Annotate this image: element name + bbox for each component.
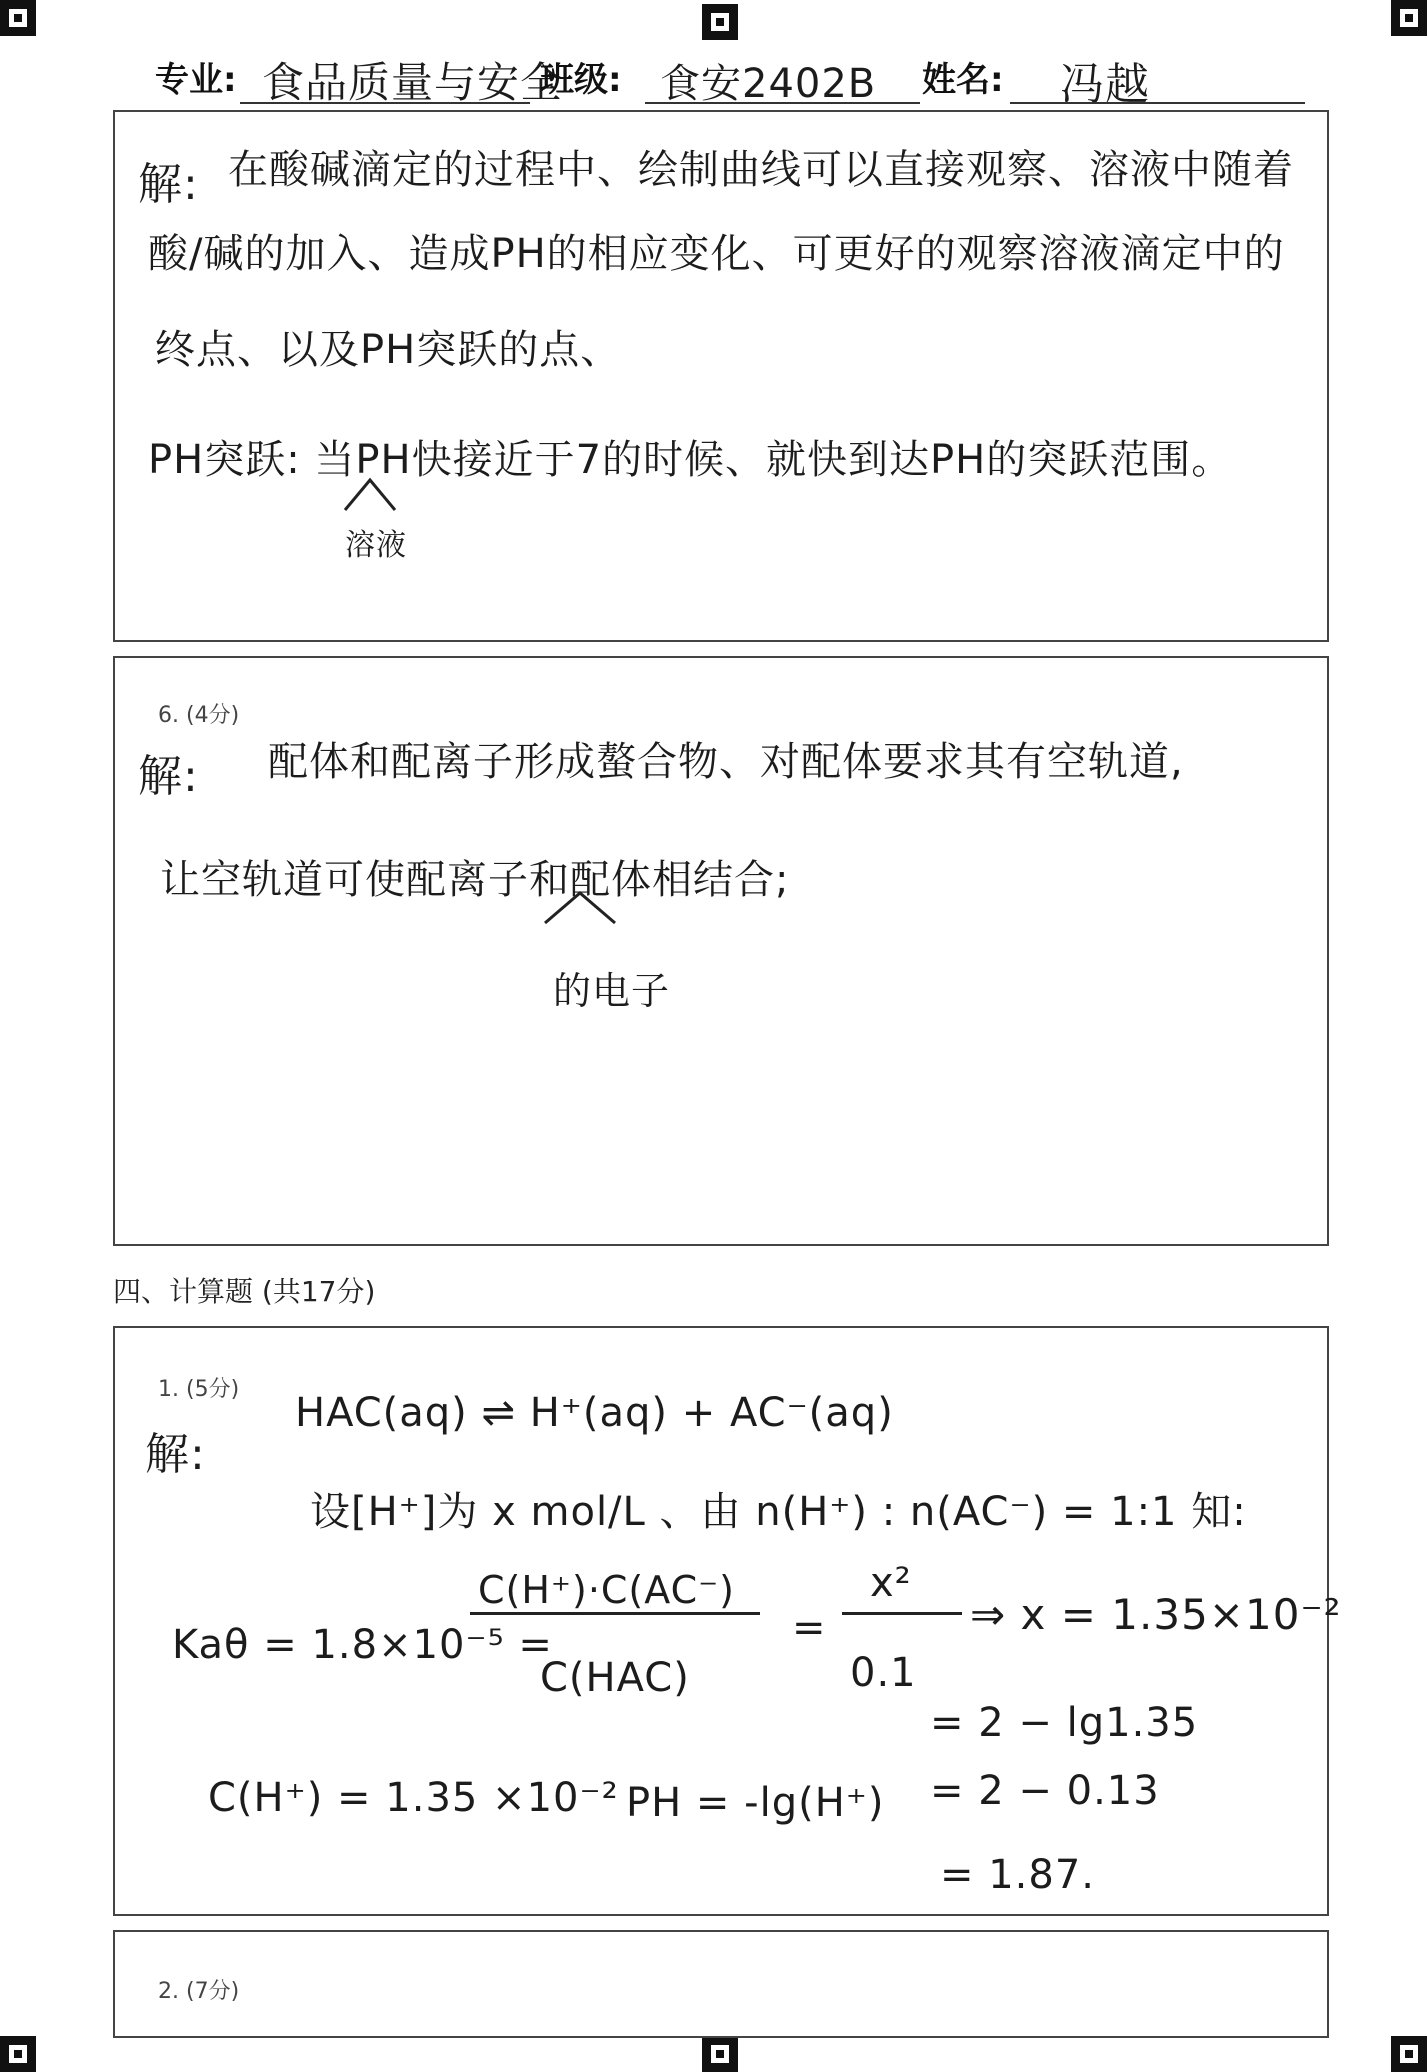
major-label: 专业: bbox=[155, 60, 237, 100]
answer5-line4: PH突跃: 当PH快接近于7的时候、就快到达PH的突跃范围。 bbox=[148, 437, 1233, 483]
answer5-prefix: 解: bbox=[138, 159, 199, 210]
q1-frac2-den: 0.1 bbox=[850, 1650, 917, 1696]
insert-caret-5 bbox=[340, 475, 400, 515]
answer5-line1: 在酸碱滴定的过程中、绘制曲线可以直接观察、溶液中随着 bbox=[228, 147, 1294, 193]
question-1-number: 1. (5分) bbox=[158, 1377, 240, 1402]
q1-ph-step3: = 1.87. bbox=[940, 1852, 1096, 1898]
q1-ph-step2: = 2 − 0.13 bbox=[930, 1768, 1160, 1814]
major-value: 食品质量与安全 bbox=[262, 58, 564, 107]
name-value: 冯越 bbox=[1060, 59, 1150, 110]
q1-ka: Kaθ = 1.8×10⁻⁵ = bbox=[172, 1622, 553, 1668]
q6-line2: 让空轨道可使配离子和配体相结合; bbox=[160, 857, 790, 903]
q6-line1: 配体和配离子形成螯合物、对配体要求其有空轨道, bbox=[268, 739, 1184, 785]
question-6-number: 6. (4分) bbox=[158, 703, 240, 728]
q1-prefix: 解: bbox=[145, 1429, 206, 1480]
q1-frac1-num: C(H⁺)·C(AC⁻) bbox=[478, 1568, 735, 1612]
q1-ch: C(H⁺) = 1.35 ×10⁻² bbox=[208, 1775, 619, 1821]
name-underline bbox=[1010, 100, 1305, 104]
corner-marker-top-center bbox=[702, 4, 738, 40]
corner-marker-top-left bbox=[0, 0, 36, 36]
class-underline bbox=[645, 100, 920, 104]
corner-marker-bottom-center bbox=[702, 2036, 738, 2072]
q6-prefix: 解: bbox=[138, 751, 199, 802]
insert-caret-6 bbox=[540, 888, 620, 928]
q1-frac2-num: x² bbox=[870, 1560, 912, 1606]
q1-frac1-den: C(HAC) bbox=[540, 1655, 690, 1701]
question-2-number: 2. (7分) bbox=[158, 1979, 240, 2004]
corner-marker-top-right bbox=[1391, 0, 1427, 36]
q1-ph-step1: = 2 − lg1.35 bbox=[930, 1700, 1199, 1746]
class-label: 班级: bbox=[540, 60, 622, 100]
section-4-title: 四、计算题 (共17分) bbox=[113, 1275, 376, 1308]
answer-box-calc-2 bbox=[113, 1930, 1329, 2038]
major-underline bbox=[240, 100, 530, 104]
corner-marker-bottom-left bbox=[0, 2036, 36, 2072]
answer5-insert: 溶液 bbox=[345, 528, 407, 563]
q1-eq-mid: = bbox=[792, 1605, 827, 1651]
class-value: 食安2402B bbox=[660, 61, 877, 107]
q1-result-x: ⇒ x = 1.35×10⁻² bbox=[970, 1590, 1342, 1639]
q1-reaction: HAC(aq) ⇌ H⁺(aq) + AC⁻(aq) bbox=[295, 1390, 894, 1436]
q6-insert: 的电子 bbox=[553, 969, 671, 1013]
q1-assume: 设[H⁺]为 x mol/L 、由 n(H⁺) : n(AC⁻) = 1:1 知: bbox=[310, 1489, 1247, 1535]
answer5-line3: 终点、以及PH突跃的点、 bbox=[155, 327, 622, 373]
q1-frac1-bar bbox=[470, 1612, 760, 1615]
name-label: 姓名: bbox=[922, 60, 1004, 100]
answer5-line2: 酸/碱的加入、造成PH的相应变化、可更好的观察溶液滴定中的 bbox=[148, 231, 1285, 277]
corner-marker-bottom-right bbox=[1391, 2036, 1427, 2072]
q1-frac2-bar bbox=[842, 1612, 962, 1615]
q1-ph: PH = -lg(H⁺) bbox=[626, 1780, 885, 1826]
